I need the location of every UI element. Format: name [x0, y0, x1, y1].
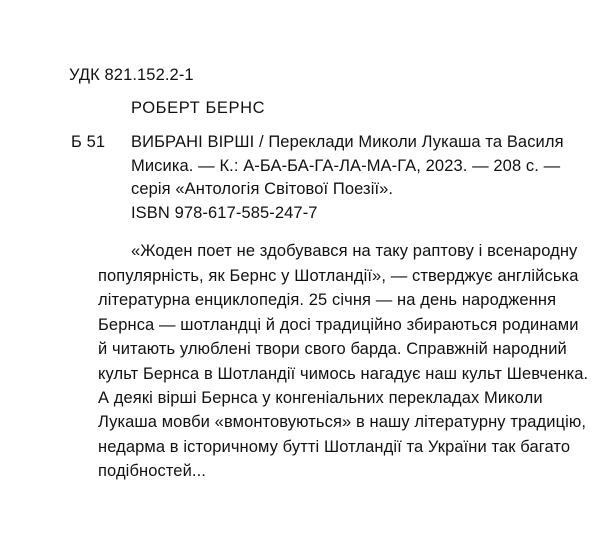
annotation-line: подібностей...	[98, 462, 206, 480]
annotation-line: популярність, як Бернс у Шотландії», — стверджує англійська	[98, 267, 579, 285]
author-name: РОБЕРТ БЕРНС	[131, 99, 266, 117]
annotation-line: А деякі вірші Бернса у конгеніальних перекладах Миколи	[98, 389, 543, 407]
bibliographic-line: серія «Антологія Світової Поезії».	[131, 180, 394, 198]
catalog-code: Б 51	[71, 133, 106, 151]
udc-code: УДК 821.152.2-1	[69, 66, 194, 84]
annotation-line: Лукаша мовби «вмонтовуються» в нашу літературну традицію,	[98, 413, 587, 431]
annotation-line: культ Бернса в Шотландії чимось нагадує наш культ Шевченка.	[98, 365, 589, 383]
bibliographic-line: ВИБРАНІ ВІРШІ / Переклади Миколи Лукаша та Василя	[131, 133, 564, 151]
annotation-line: недарма в історичному бутті Шотландії та України так багато	[98, 438, 571, 456]
annotation-line: Бернса — шотландці й досі традиційно збираються родинами	[98, 316, 579, 334]
isbn-line: ISBN 978-617-585-247-7	[131, 204, 318, 222]
annotation-line: літературна енциклопедія. 25 січня — на день народження	[98, 291, 557, 309]
annotation-line: «Жоден поет не здобувався на таку раптову і всенародну	[131, 242, 578, 260]
bibliographic-line: Мисика. — К.: А-БА-БА-ГА-ЛА-МА-ГА, 2023. — 208 с. —	[131, 157, 561, 175]
annotation-line: й читають улюблені твори свого барда. Справжній народний	[98, 340, 567, 358]
